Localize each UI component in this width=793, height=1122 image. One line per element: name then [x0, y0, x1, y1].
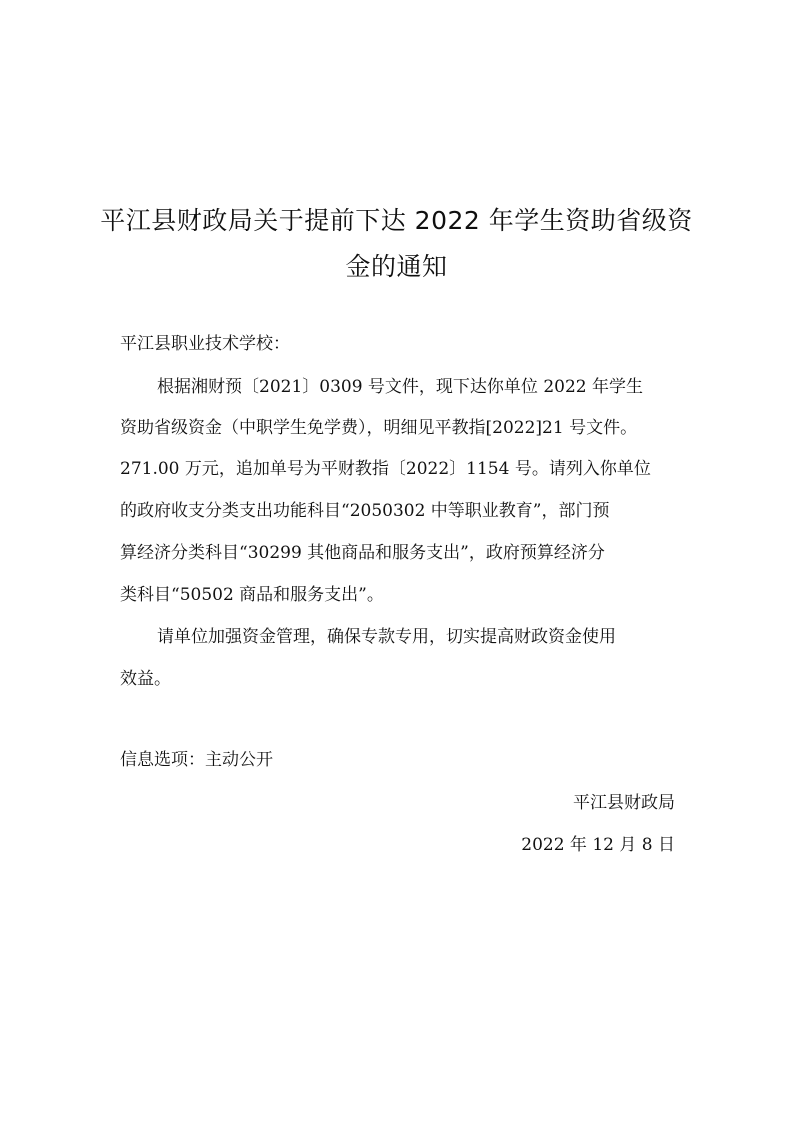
document-title-line-1: 平江县财政局关于提前下达 2022 年学生资助省级资 [100, 206, 693, 235]
paragraph-1-line: 271.00 万元，追加单号为平财教指〔2022〕1154 号。请列入你单位 [120, 459, 651, 479]
document-title-line-2: 金的通知 [345, 252, 448, 281]
paragraph-2-line: 效益。 [120, 669, 171, 689]
signature-date: 2022 年 12 月 8 日 [521, 835, 675, 855]
paragraph-1-line: 算经济分类科目“30299 其他商品和服务支出”，政府预算经济分 [120, 543, 605, 563]
disclosure-option: 信息选项：主动公开 [120, 750, 273, 770]
paragraph-1-line: 根据湘财预〔2021〕0309 号文件，现下达你单位 2022 年学生 [157, 377, 644, 397]
salutation: 平江县职业技术学校： [120, 334, 290, 354]
paragraph-1-line: 的政府收支分类支出功能科目“2050302 中等职业教育”，部门预 [120, 501, 610, 521]
paragraph-2-line: 请单位加强资金管理，确保专款专用，切实提高财政资金使用 [157, 627, 616, 647]
paragraph-1-line: 类科目“50502 商品和服务支出”。 [120, 585, 384, 605]
paragraph-1-line: 资助省级资金（中职学生免学费），明细见平教指[2022]21 号文件。 [120, 418, 638, 438]
signature-organization: 平江县财政局 [573, 793, 675, 813]
